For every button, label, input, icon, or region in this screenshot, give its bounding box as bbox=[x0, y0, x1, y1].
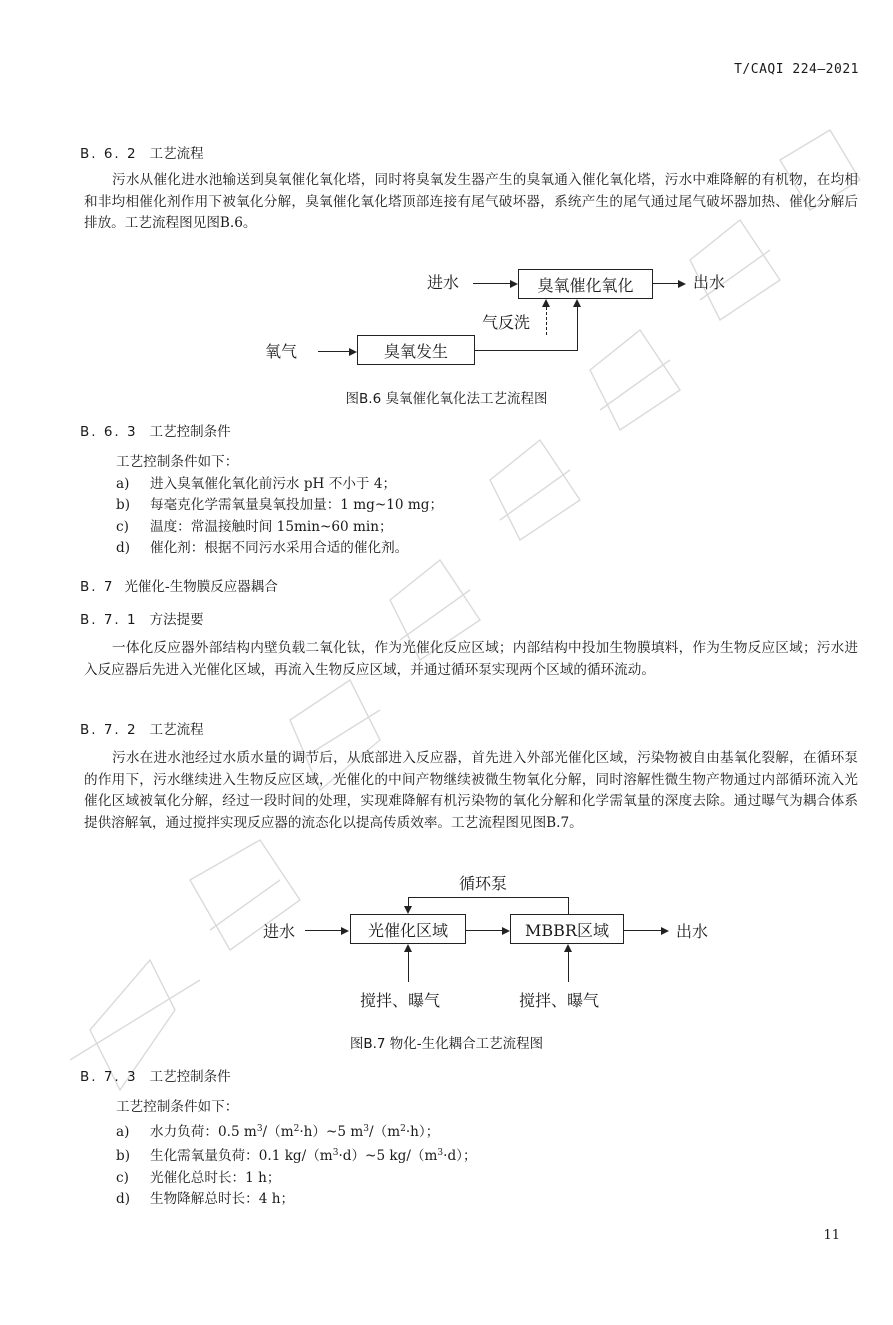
superscript: 3 bbox=[332, 1148, 339, 1158]
arrow-head bbox=[502, 927, 510, 935]
list-text bbox=[150, 1124, 439, 1140]
superscript: 3 bbox=[256, 1123, 263, 1134]
list-item bbox=[116, 1119, 477, 1144]
fig6-inlet-label: 进水 bbox=[427, 273, 460, 292]
section-number: B. 6. 3 bbox=[80, 424, 138, 440]
arrow-line bbox=[568, 952, 569, 982]
arrow-head bbox=[349, 348, 357, 356]
arrow-line bbox=[318, 351, 350, 352]
section-b72-paragraph: 污水在进水池经过水质水量的调节后，从底部进入反应器，首先进入外部光催化区域，污染物被自由基氧化裂解，在循环泵的作用下，污水继续进入生物反应区域，光催化的中间产物继续被微生物氧化分解，同时溶解性微生物产物通过内部循环流入光催化区域被氧化分解，经过一段时间的处理，实现难降解有机污染物的氧化分解和化学需氧量的深度去除。通过曝气为耦合体系提供溶解氧，通过搅拌实现反应器的流态化以提高传质效率。工艺流程图见图B.7。 bbox=[84, 750, 858, 831]
figure-b6-caption: 图B.6 臭氧催化氧化法工艺流程图 bbox=[345, 391, 548, 407]
loop-line bbox=[408, 897, 569, 898]
fig6-reactor-box: 臭氧催化氧化 bbox=[518, 269, 653, 299]
list-text: 每毫克化学需氧量臭氧投加量：1 mg~10 mg； bbox=[150, 497, 444, 513]
superscript: 3 bbox=[363, 1123, 370, 1134]
section-title: 工艺控制条件 bbox=[149, 424, 231, 440]
connector-line bbox=[475, 350, 577, 351]
list-marker: c) bbox=[116, 1169, 129, 1186]
arrow-line bbox=[408, 952, 409, 982]
fig7-pump-label: 循环泵 bbox=[459, 874, 508, 893]
section-b73-intro: 工艺控制条件如下： bbox=[116, 1099, 239, 1115]
list-item bbox=[116, 517, 443, 539]
fig7-stir-label-1: 搅拌、曝气 bbox=[360, 991, 441, 1010]
superscript: 2 bbox=[400, 1123, 406, 1134]
list-marker: c) bbox=[116, 518, 129, 535]
text-run: ·d）~5 kg/（m bbox=[338, 1148, 438, 1164]
section-b73-heading bbox=[80, 1065, 231, 1085]
text-run: /（m bbox=[369, 1123, 401, 1140]
section-b72-heading bbox=[80, 718, 204, 738]
section-b63-intro: 工艺控制条件如下： bbox=[116, 454, 239, 470]
arrow-head bbox=[510, 280, 518, 288]
section-title: 工艺流程 bbox=[149, 722, 204, 738]
text-run: ·h）； bbox=[405, 1123, 440, 1140]
arrow-line bbox=[653, 283, 679, 284]
list-item bbox=[116, 1143, 477, 1168]
section-title: 光催化-生物膜反应器耦合 bbox=[124, 579, 278, 595]
list-marker: b) bbox=[116, 1148, 131, 1164]
text-run: /（m bbox=[262, 1123, 294, 1140]
text-run: 生化需氧量负荷：0.1 kg/（m bbox=[150, 1148, 333, 1164]
superscript: 2 bbox=[293, 1123, 300, 1134]
list-text: 温度：常温接触时间 15min~60 min； bbox=[150, 518, 393, 535]
section-b7-heading bbox=[80, 575, 278, 595]
superscript: 3 bbox=[437, 1148, 444, 1158]
connector-line bbox=[577, 307, 578, 351]
arrow-head bbox=[661, 927, 669, 935]
section-number: B. 7 bbox=[80, 579, 115, 595]
list-text: 光催化总时长：1 h； bbox=[150, 1169, 281, 1186]
section-b63-heading bbox=[80, 420, 231, 440]
fig7-mbbr-box: MBBR区域 bbox=[510, 914, 624, 944]
arrow-line bbox=[473, 283, 511, 284]
figure-b6 bbox=[0, 255, 893, 405]
fig7-outlet-label: 出水 bbox=[676, 922, 709, 941]
section-b62-heading bbox=[80, 142, 204, 162]
section-number: B. 7. 2 bbox=[80, 722, 138, 738]
fig7-inlet-label: 进水 bbox=[263, 922, 296, 941]
list-item bbox=[116, 474, 443, 496]
figure-b7 bbox=[0, 865, 893, 1015]
section-number: B. 7. 1 bbox=[80, 612, 138, 628]
section-b63-list bbox=[116, 474, 443, 560]
list-item bbox=[116, 1168, 477, 1190]
loop-line bbox=[568, 897, 569, 914]
fig6-oxygen-label: 氧气 bbox=[265, 342, 298, 361]
figure-b7-caption: 图B.7 物化-生化耦合工艺流程图 bbox=[349, 1036, 544, 1052]
text-run: 水力负荷：0.5 m bbox=[150, 1123, 257, 1140]
section-title: 方法提要 bbox=[149, 612, 204, 628]
standard-code: T/CAQI 224—2021 bbox=[734, 62, 859, 77]
arrow-head bbox=[678, 280, 686, 288]
list-item bbox=[116, 538, 443, 560]
section-b71-paragraph: 一体化反应器外部结构内壁负载二氧化钛，作为光催化反应区域；内部结构中投加生物膜填料，作为生物反应区域；污水进入反应器后先进入光催化区域，再流入生物反应区域，并通过循环泵实现两个区域的循环流动。 bbox=[84, 640, 858, 678]
arrow-line bbox=[624, 930, 662, 931]
section-b62-paragraph: 污水从催化进水池输送到臭氧催化氧化塔，同时将臭氧发生器产生的臭氧通入催化氧化塔，污水中难降解的有机物，在均相和非均相催化剂作用下被氧化分解，臭氧催化氧化塔顶部连接有尾气破坏器，系统产生的尾气通过尾气破坏器加热、催化分解后排放。工艺流程图见图B.6。 bbox=[84, 172, 858, 231]
list-item bbox=[116, 1189, 477, 1211]
list-marker: a) bbox=[116, 475, 130, 492]
arrow-head bbox=[341, 927, 349, 935]
list-marker: d) bbox=[116, 540, 131, 556]
section-title: 工艺控制条件 bbox=[149, 1069, 231, 1085]
arrow-line bbox=[305, 930, 342, 931]
fig7-stir-label-2: 搅拌、曝气 bbox=[519, 991, 600, 1010]
arrow-head bbox=[542, 299, 550, 307]
arrow-head bbox=[404, 944, 412, 952]
arrow-line bbox=[466, 930, 503, 931]
section-number: B. 6. 2 bbox=[80, 146, 138, 162]
list-text: 催化剂：根据不同污水采用合适的催化剂。 bbox=[150, 540, 409, 556]
text-run: ·h）~5 m bbox=[299, 1123, 364, 1140]
list-marker: d) bbox=[116, 1191, 131, 1207]
arrow-head bbox=[573, 299, 581, 307]
list-marker: a) bbox=[116, 1123, 130, 1140]
arrow-head bbox=[564, 944, 572, 952]
arrow-head bbox=[404, 906, 412, 914]
fig6-backwash-label: 气反洗 bbox=[482, 313, 531, 332]
fig7-photocatalysis-box: 光催化区域 bbox=[350, 914, 466, 944]
fig6-outlet-label: 出水 bbox=[693, 273, 726, 292]
list-text bbox=[150, 1148, 477, 1164]
text-run: ·d）； bbox=[443, 1148, 477, 1164]
list-text: 生物降解总时长：4 h； bbox=[150, 1191, 295, 1207]
section-b71-heading bbox=[80, 608, 204, 628]
page-number: 11 bbox=[823, 1228, 840, 1243]
section-title: 工艺流程 bbox=[149, 146, 204, 162]
list-marker: b) bbox=[116, 497, 131, 513]
section-b73-list bbox=[116, 1119, 477, 1211]
dashed-line bbox=[546, 307, 547, 335]
section-number: B. 7. 3 bbox=[80, 1069, 138, 1085]
list-text: 进入臭氧催化氧化前污水 pH 不小于 4； bbox=[150, 475, 397, 492]
fig6-generator-box: 臭氧发生 bbox=[357, 335, 475, 365]
list-item bbox=[116, 495, 443, 517]
